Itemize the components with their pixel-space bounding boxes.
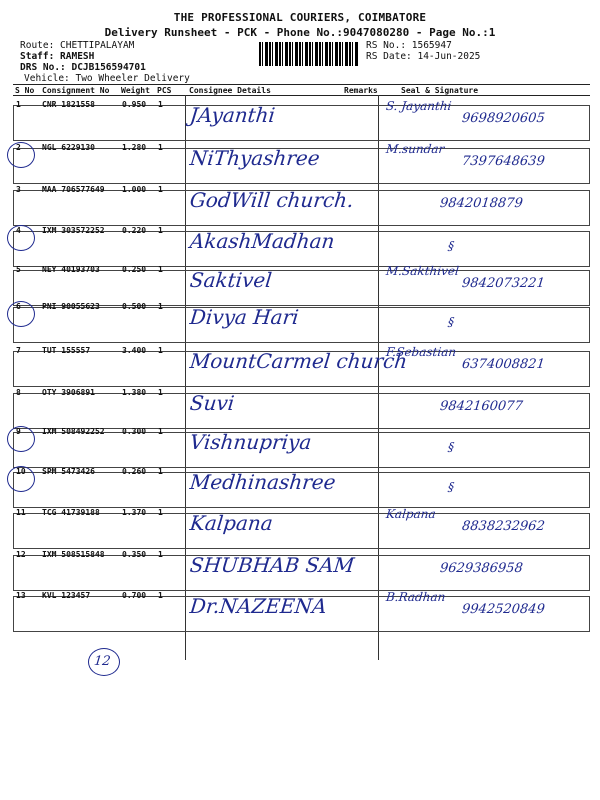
row-sno: 10 bbox=[16, 467, 26, 476]
row-sno: 9 bbox=[16, 427, 21, 436]
row-number-circle-mark bbox=[7, 301, 35, 327]
row-number-circle-mark bbox=[7, 426, 35, 452]
consignee-name-handwritten: GodWill church. bbox=[188, 188, 355, 212]
phone-handwritten: 9842073221 bbox=[461, 276, 546, 291]
row-weight: 0.350 bbox=[122, 550, 147, 559]
route-label: Route: CHETTIPALAYAM bbox=[20, 40, 135, 51]
row-weight: 1.280 bbox=[122, 143, 147, 152]
row-weight: 0.700 bbox=[122, 591, 147, 600]
row-consignment-no: MAA 706577649 bbox=[42, 185, 105, 194]
row-weight: 0.250 bbox=[122, 265, 147, 274]
document-title: THE PROFESSIONAL COURIERS, COIMBATORE bbox=[173, 11, 427, 24]
bottom-scribble: 12 bbox=[93, 654, 112, 669]
bottom-circle-mark bbox=[88, 648, 120, 676]
header-top-rule bbox=[13, 84, 590, 85]
col-header-seal: Seal & Signature bbox=[401, 86, 479, 95]
barcode bbox=[259, 42, 359, 66]
initial-mark: § bbox=[447, 440, 455, 454]
col-header-consignee: Consignee Details bbox=[189, 86, 271, 95]
initial-mark: § bbox=[447, 480, 455, 494]
col-header-remarks: Remarks bbox=[344, 86, 378, 95]
row-pcs: 1 bbox=[158, 143, 163, 152]
table-row bbox=[13, 307, 590, 343]
row-pcs: 1 bbox=[158, 550, 163, 559]
row-number-circle-mark bbox=[7, 466, 35, 492]
phone-handwritten: 9942520849 bbox=[461, 602, 546, 617]
row-sno: 2 bbox=[16, 143, 21, 152]
row-number-circle-mark bbox=[7, 225, 35, 251]
row-sno: 4 bbox=[16, 226, 21, 235]
header-bottom-rule bbox=[13, 95, 590, 96]
row-weight: 1.000 bbox=[122, 185, 147, 194]
document-subtitle: Delivery Runsheet - PCK - Phone No.:9047080280 - Page No.:1 bbox=[104, 26, 496, 39]
signature-handwritten: S. Jayanthi bbox=[385, 99, 453, 113]
consignee-name-handwritten: AkashMadhan bbox=[188, 229, 336, 253]
row-consignment-no: PNI 90055623 bbox=[42, 302, 100, 311]
phone-handwritten: 7397648639 bbox=[461, 154, 546, 169]
row-weight: 0.950 bbox=[122, 100, 147, 109]
row-consignment-no: NGL 6229130 bbox=[42, 143, 95, 152]
consignee-name-handwritten: Dr.NAZEENA bbox=[188, 594, 329, 618]
row-sno: 1 bbox=[16, 100, 21, 109]
row-pcs: 1 bbox=[158, 346, 163, 355]
row-sno: 6 bbox=[16, 302, 21, 311]
row-sno: 5 bbox=[16, 265, 21, 274]
row-consignment-no: IXM 303572252 bbox=[42, 226, 105, 235]
row-pcs: 1 bbox=[158, 185, 163, 194]
signature-handwritten: B.Radhan bbox=[385, 590, 447, 604]
row-weight: 3.400 bbox=[122, 346, 147, 355]
row-pcs: 1 bbox=[158, 302, 163, 311]
row-pcs: 1 bbox=[158, 388, 163, 397]
col-header-consignment: Consignment No bbox=[42, 86, 110, 95]
row-consignment-no: CNR 1821558 bbox=[42, 100, 95, 109]
consignee-name-handwritten: NiThyashree bbox=[188, 146, 321, 170]
row-consignment-no: KVL 123457 bbox=[42, 591, 91, 600]
row-consignment-no: IXM 508515848 bbox=[42, 550, 105, 559]
consignee-name-handwritten: Saktivel bbox=[188, 268, 273, 292]
phone-handwritten: 9629386958 bbox=[439, 561, 524, 576]
staff-label: Staff: RAMESH bbox=[20, 51, 95, 62]
consignee-name-handwritten: Suvi bbox=[188, 391, 236, 415]
row-weight: 0.260 bbox=[122, 467, 147, 476]
consignee-name-handwritten: Medhinashree bbox=[188, 470, 337, 494]
signature-handwritten: Kalpana bbox=[385, 507, 437, 521]
phone-handwritten: 9698920605 bbox=[461, 111, 546, 126]
row-pcs: 1 bbox=[158, 508, 163, 517]
row-pcs: 1 bbox=[158, 427, 163, 436]
phone-handwritten: 9842018879 bbox=[439, 196, 524, 211]
col-header-sno: S No bbox=[15, 86, 35, 95]
row-weight: 0.220 bbox=[122, 226, 147, 235]
signature-handwritten: M.sundar bbox=[385, 142, 446, 156]
row-weight: 1.370 bbox=[122, 508, 147, 517]
rs-date: RS Date: 14-Jun-2025 bbox=[366, 51, 481, 62]
row-consignment-no: IXM 508492252 bbox=[42, 427, 105, 436]
row-sno: 13 bbox=[16, 591, 26, 600]
row-sno: 7 bbox=[16, 346, 21, 355]
row-consignment-no: TCG 41739188 bbox=[42, 508, 100, 517]
row-number-circle-mark bbox=[7, 142, 35, 168]
row-weight: 1.380 bbox=[122, 388, 147, 397]
row-pcs: 1 bbox=[158, 226, 163, 235]
row-consignment-no: NEY 40193703 bbox=[42, 265, 100, 274]
phone-handwritten: 6374008821 bbox=[461, 357, 546, 372]
row-sno: 8 bbox=[16, 388, 21, 397]
row-consignment-no: TUT 155557 bbox=[42, 346, 91, 355]
phone-handwritten: 9842160077 bbox=[439, 399, 524, 414]
col-header-weight: Weight bbox=[121, 86, 150, 95]
row-pcs: 1 bbox=[158, 467, 163, 476]
row-sno: 3 bbox=[16, 185, 21, 194]
row-sno: 11 bbox=[16, 508, 26, 517]
row-pcs: 1 bbox=[158, 100, 163, 109]
consignee-name-handwritten: Kalpana bbox=[188, 511, 275, 535]
initial-mark: § bbox=[447, 315, 455, 329]
row-pcs: 1 bbox=[158, 265, 163, 274]
col-header-pcs: PCS bbox=[157, 86, 172, 95]
row-pcs: 1 bbox=[158, 591, 163, 600]
vehicle-label: Vehicle: Two Wheeler Delivery bbox=[24, 73, 190, 84]
consignee-name-handwritten: Vishnupriya bbox=[188, 430, 313, 454]
row-weight: 0.500 bbox=[122, 302, 147, 311]
consignee-name-handwritten: SHUBHAB SAM bbox=[188, 553, 356, 577]
drs-number: DRS No.: DCJB156594701 bbox=[20, 62, 146, 73]
signature-handwritten: M.Sakthivel bbox=[385, 264, 460, 278]
consignee-name-handwritten: JAyanthi bbox=[188, 103, 277, 127]
phone-handwritten: 8838232962 bbox=[461, 519, 546, 534]
initial-mark: § bbox=[447, 239, 455, 253]
row-consignment-no: OTY 3906891 bbox=[42, 388, 95, 397]
row-consignment-no: SPM 5473426 bbox=[42, 467, 95, 476]
rs-number: RS No.: 1565947 bbox=[366, 40, 452, 51]
row-sno: 12 bbox=[16, 550, 26, 559]
consignee-name-handwritten: MountCarmel church bbox=[188, 349, 409, 373]
row-weight: 0.300 bbox=[122, 427, 147, 436]
signature-handwritten: F.Sebastian bbox=[385, 345, 457, 359]
consignee-name-handwritten: Divya Hari bbox=[188, 305, 300, 329]
